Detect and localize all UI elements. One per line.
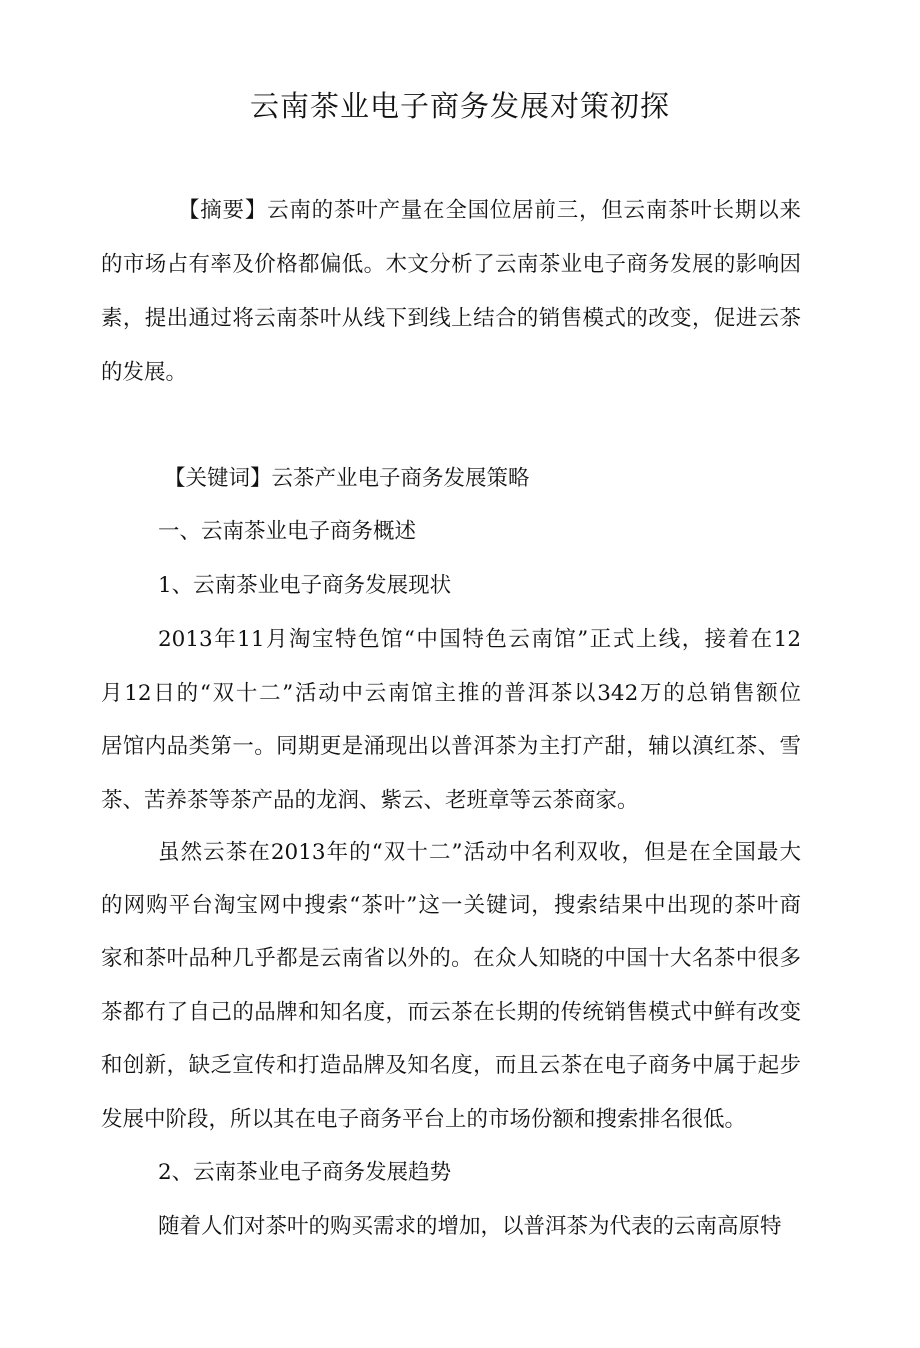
abstract-line-3: 素，提出通过将云南茶叶从线下到线上结合的销售模式的改变，促进云茶 xyxy=(101,306,801,331)
subsection-1-heading: 1、云南茶业电子商务发展现状 xyxy=(158,573,452,598)
section-1-heading: 一、云南茶业电子商务概述 xyxy=(158,519,417,544)
para-2-line-3: 家和茶叶品种几乎都是云南省以外的。在众人知晓的中国十大名茶中很多 xyxy=(101,946,801,971)
para-1-line-3: 居馆内品类第一。同期更是涌现出以普洱茶为主打产甜，辅以滇红茶、雪 xyxy=(101,734,801,759)
para-1-line-1: 2013年11月淘宝特色馆“中国特色云南馆”正式上线，接着在12 xyxy=(158,627,801,652)
para-3-line-1: 随着人们对茶叶的购买需求的增加，以普洱茶为代表的云南高原特 xyxy=(158,1214,782,1239)
abstract-line-2: 的市场占有率及价格都偏低。木文分析了云南茶业电子商务发展的影响因 xyxy=(101,252,801,277)
subsection-2-heading: 2、云南茶业电子商务发展趋势 xyxy=(158,1160,452,1185)
para-2-line-5: 和创新，缺乏宣传和打造品牌及知名度，而且云茶在电子商务中属于起步 xyxy=(101,1053,801,1078)
keywords-line: 【关键词】云茶产业电子商务发展策略 xyxy=(164,466,530,491)
para-2-line-2: 的网购平台淘宝网中搜索“茶叶”这一关键词，搜索结果中出现的茶叶商 xyxy=(101,893,801,918)
document-title: 云南茶业电子商务发展对策初探 xyxy=(249,89,670,123)
para-1-line-4: 茶、苦养茶等茶产品的龙润、紫云、老班章等云茶商家。 xyxy=(101,788,639,813)
abstract-line-1: 【摘要】云南的茶叶产量在全国位居前三，但云南茶叶长期以来 xyxy=(178,198,801,223)
para-2-line-1: 虽然云茶在2013年的“双十二”活动中名利双收，但是在全国最大 xyxy=(158,840,801,865)
para-2-line-4: 茶都冇了自己的品牌和知名度，而云茶在长期的传统销售模式中鲜有改变 xyxy=(101,1000,801,1025)
abstract-line-4: 的发展。 xyxy=(101,360,188,385)
para-2-line-6: 发展中阶段，所以其在电子商务平台上的市场份额和搜索排名很低。 xyxy=(101,1107,747,1132)
para-1-line-2: 月12日的“双十二”活动中云南馆主推的普洱茶以342万的总销售额位 xyxy=(101,681,801,706)
